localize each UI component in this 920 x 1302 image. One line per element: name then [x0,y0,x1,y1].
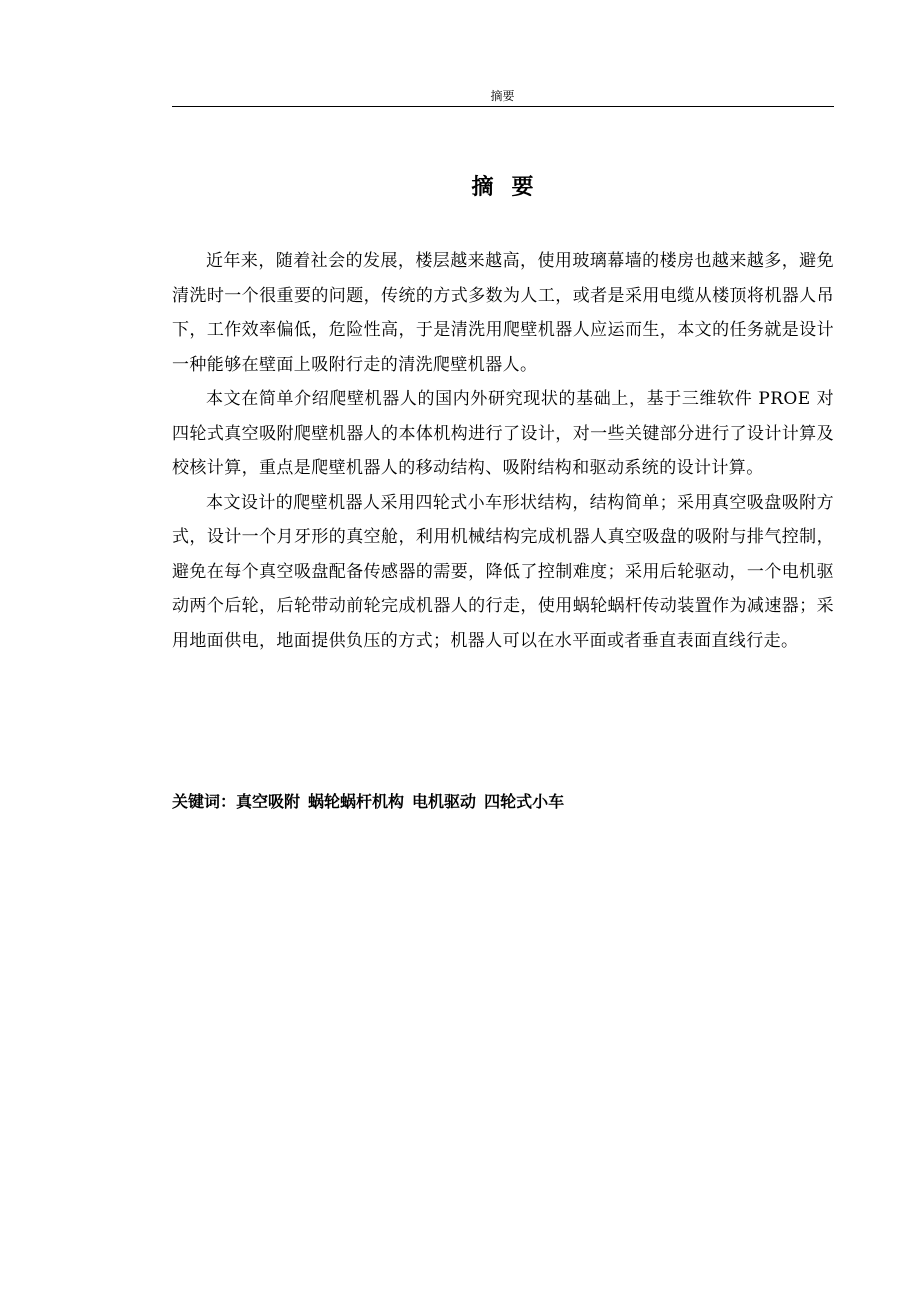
header-rule [172,106,834,107]
keyword-item: 四轮式小车 [484,792,565,811]
abstract-paragraph-3: 本文设计的爬壁机器人采用四轮式小车形状结构，结构简单；采用真空吸盘吸附方式，设计一个月牙形的真空舱，利用机械结构完成机器人真空吸盘的吸附与排气控制，避免在每个真空吸盘配备传感器的需要，降低了控制难度；采用后轮驱动，一个电机驱动两个后轮，后轮带动前轮完成机器人的行走，使用蜗轮蜗杆传动装置作为减速器；采用地面供电，地面提供负压的方式；机器人可以在水平面或者垂直表面直线行走。 [172,492,834,651]
abstract-body [172,244,834,658]
running-header: 摘要 [490,89,515,103]
keywords-line [172,788,834,816]
keywords-label: 关键词： [172,792,237,811]
page-title: 摘要 [471,175,552,200]
abstract-paragraph-1: 近年来，随着社会的发展，楼层越来越高，使用玻璃幕墙的楼房也越来越多，避免清洗时一个很重要的问题，传统的方式多数为人工，或者是采用电缆从楼顶将机器人吊下，工作效率偏低，危险性高，于是清洗用爬壁机器人应运而生，本文的任务就是设计一种能够在壁面上吸附行走的清洗爬壁机器人。 [172,251,834,375]
keyword-item: 蜗轮蜗杆机构 [308,792,405,811]
keyword-item: 真空吸附 [236,792,301,811]
keyword-item: 电机驱动 [412,792,477,811]
abstract-paragraph-2: 本文在简单介绍爬壁机器人的国内外研究现状的基础上，基于三维软件 PROE 对四轮式真空吸附爬壁机器人的本体机构进行了设计，对一些关键部分进行了设计计算及校核计算，重点是爬壁机器人的移动结构、吸附结构和驱动系统的设计计算。 [172,389,834,478]
